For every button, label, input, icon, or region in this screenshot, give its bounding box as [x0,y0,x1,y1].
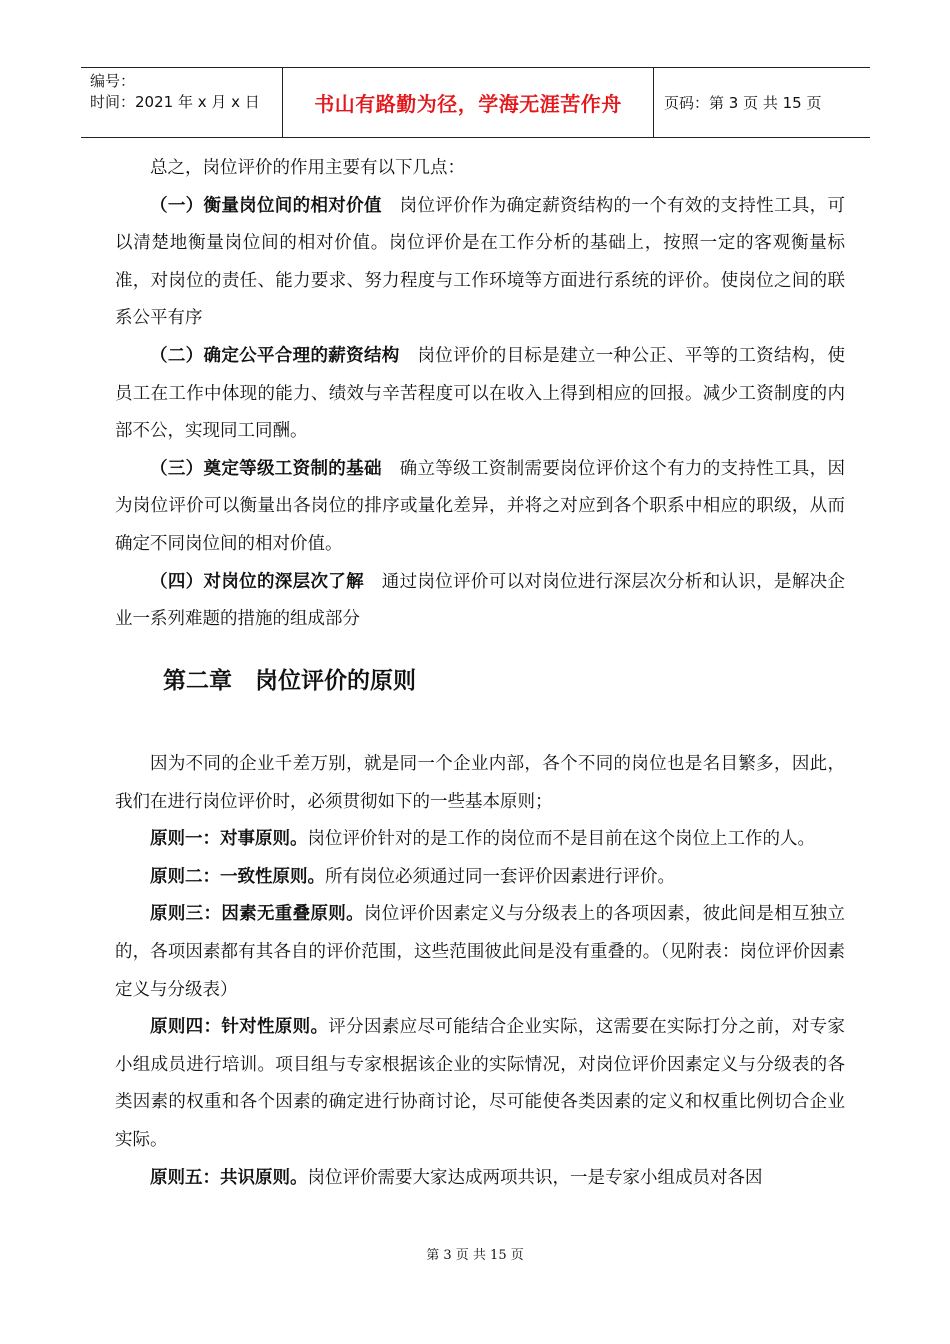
role-item-3 [115,451,845,564]
principle-text: 评分因素应尽可能结合企业实际，这需要在实际打分之前，对专家小组成员进行培训。项目组与专家根据该企业的实际情况，对岗位评价因素定义与分级表的各类因素的权重和各个因素的确定进行协商讨论，尽可能使各类因素的定义和权重比例切合企业实际。 [115,1017,846,1150]
principles-intro: 因为不同的企业千差万别，就是同一个企业内部，各个不同的岗位也是名目繁多，因此，我们在进行岗位评价时，必须贯彻如下的一些基本原则； [115,754,845,812]
principle-item-4 [115,1009,845,1159]
role-item-4 [115,564,845,639]
role-item-text: 岗位评价作为确定薪资结构的一个有效的支持性工具，可以清楚地衡量岗位间的相对价值。岗位评价是在工作分析的基础上，按照一定的客观衡量标准，对岗位的责任、能力要求、努力程度与工作环境等方面进行系统的评价。使岗位之间的联系公平有序 [115,195,846,329]
principle-item-2 [115,859,845,897]
principle-text: 岗位评价需要大家达成两项共识，一是专家小组成员对各因 [307,1167,763,1188]
role-item-text: 确立等级工资制需要岗位评价这个有力的支持性工具，因为岗位评价可以衡量出各岗位的排序或量化差异，并将之对应到各个职系中相应的职级，从而确定不同岗位间的相对价值。 [115,458,846,554]
principle-title: 原则四：针对性原则。 [150,1017,329,1038]
principle-text: 所有岗位必须通过同一套评价因素进行评价。 [325,866,675,887]
principle-title: 原则二：一致性原则。 [150,866,325,887]
role-item-text: 通过岗位评价可以对岗位进行深层次分析和认识，是解决企业一系列难题的措施的组成部分 [115,571,846,630]
principle-item-3 [115,896,845,1009]
page-header [81,67,870,138]
role-item-1 [115,188,845,338]
principle-item-1 [115,821,845,859]
header-meta [81,68,283,137]
code-label: 编号： [90,72,136,90]
principle-title: 原则五：共识原则。 [150,1167,308,1188]
chapter-title: 第二章 岗位评价的原则 [163,668,416,694]
role-item-title: （一）衡量岗位间的相对价值 [150,195,382,216]
header-motto: 书山有路勤为径，学海无涯苦作舟 [283,68,654,137]
principle-text: 岗位评价因素定义与分级表上的各项因素，彼此间是相互独立的，各项因素都有其各自的评价范围，这些范围彼此间是没有重叠的。（见附表：岗位评价因素定义与分级表） [115,904,846,1000]
section-roles [115,150,845,639]
section-principles [115,746,845,1197]
principle-item-5 [115,1160,845,1198]
header-page-info: 页码：第 3 页 共 15 页 [664,94,822,112]
time-label: 时间：2021 年 x 月 x 日 [90,93,260,111]
role-item-title: （四）对岗位的深层次了解 [150,571,364,592]
principle-title: 原则三：因素无重叠原则。 [150,904,364,925]
principle-title: 原则一：对事原则。 [150,829,308,850]
role-item-2 [115,338,845,451]
role-item-text: 岗位评价的目标是建立一种公正、平等的工资结构，使员工在工作中体现的能力、绩效与辛苦程度可以在收入上得到相应的回报。减少工资制度的内部不公，实现同工同酬。 [115,345,846,442]
section-intro: 总之，岗位评价的作用主要有以下几点： [150,158,465,178]
role-item-title: （二）确定公平合理的薪资结构 [150,345,400,366]
role-item-title: （三）奠定等级工资制的基础 [150,458,382,479]
page-footer: 第 3 页 共 15 页 [426,1248,524,1263]
principle-text: 岗位评价针对的是工作的岗位而不是目前在这个岗位上工作的人。 [307,829,815,850]
